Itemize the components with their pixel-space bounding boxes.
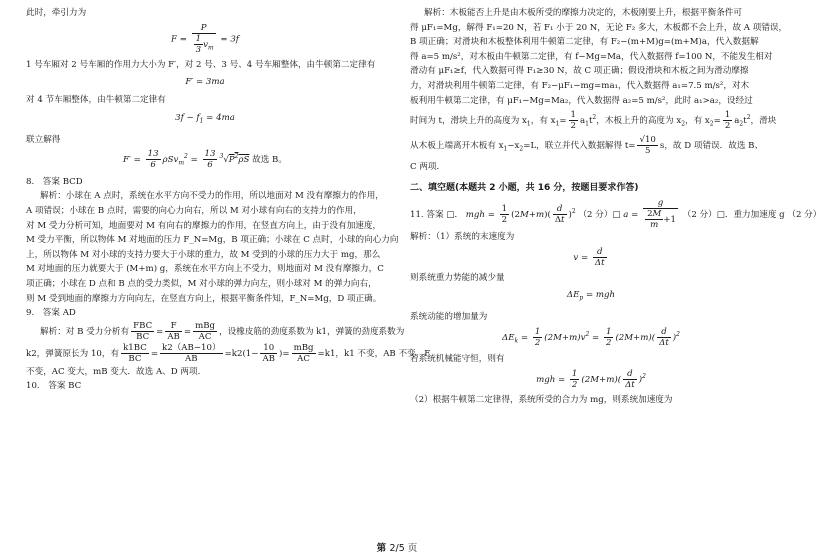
text-line: 1 号车厢对 2 号车厢的作用力大小为 F′，对 2 号、3 号、4 号车厢整体，由牛顿第二定律有 [26, 59, 376, 70]
solution-line: 解析：对 B 受力分析有 $\frac{\text{FBC}}{BC}$ = $\frac{F}{AB}$ = $\frac{\text{mBg}}{AC}$ ，设橡皮筋的劲度系数为 k1，弹簧的劲度系数为 [40, 320, 405, 342]
solution-line: M 对地面的压力就要大于 (M+m) g，系统在水平方向上不受力，则地面对 M 没有摩擦力，C [26, 264, 384, 275]
solution-line: 若系统机械能守恒，则有 [410, 354, 505, 365]
equation-conservation: mgh = $\frac{1}{2}$ (2M+m)( $\frac{d}{\Delta t}$ )$^2$ [536, 368, 646, 390]
answer-10: 10. 答案 BC [26, 381, 82, 392]
page-number: 2/5 [389, 543, 405, 554]
solution-line: 时间为 t，滑块上升的高度为 $x_1$，有 $x_1=$ $\frac{1}{2}$ $a_1t^2$，木板上升的高度为 $x_2$，有 $x_2=$ $\frac{1}{2}$ $a_2t^2$，滑块 [410, 110, 777, 132]
solution-line: M 受力平衡，所以物体 M 对地面的压力 F_N=Mg，B 项正确；小球在 C 点时，小球的向心力向 [26, 235, 399, 246]
solution-line: 得 μF₁=Mg，解得 F₁=20 N，若 F₁ 小于 20 N，无论 F₂ 多大，木板都不会上升，故 A 项错误， [410, 22, 788, 33]
answer-8: 8. 答案 BCD [26, 176, 83, 187]
solution-line: 得 a=5 m/s²，对木板由牛顿第二定律，有 f−Mg=Ma，代入数据得 f=100 N，不能发生相对 [410, 51, 773, 62]
solution-line: 解析：（1）系统的末速度为 [410, 232, 515, 242]
solution-line: 系统动能的增加量为 [410, 311, 488, 322]
solution-line: 不变，AC 变大，mB 变大．故选 A、D 两项． [26, 366, 207, 377]
solution-line: 从木板上端离开木板有 $x_1-x_2=L$，联立并代入数据解得 t= $\frac{√10}{5}$ s，故 D 项错误．故选 B、 [410, 134, 764, 156]
solution-line: 解析：木板能否上升是由木板所受的摩擦力决定的，木板刚要上升，根据平衡条件可 [424, 8, 742, 18]
equation-velocity: v = $\frac{d}{\Delta t}$ [573, 246, 605, 268]
solution-line: 项正确；小球在 D 点和 B 点的受力类似，M 对小球的弹力向左，则小球对 M 的弹力向右， [26, 278, 377, 289]
solution-line: A 项错误；小球在 B 点时，需要的向心力向右，所以 M 对小球有向右的支持力的作用， [26, 206, 362, 216]
solution-line: 则系统重力势能的减少量 [410, 272, 505, 283]
answer-11: 11. 答案 □． mgh = $\frac{1}{2}$ (2M+m)( $\frac{d}{\Delta t}$ )$^2$ （2 分）□ a = g $\frac{2M}{m}$ +1 （2 分）□．重力加速度 g （2 分） [410, 198, 821, 230]
solution-line: B 项正确；对滑块和木板整体利用牛顿第二定律，有 F₂−(m+M)g=(m+M)a，代入数据解 [410, 37, 759, 48]
solution-line: 滑动有 μF₁≥f，代入数据可得 F₁≥30 N，故 C 项正确；假设滑块和木板之间为滑动摩擦 [410, 66, 749, 77]
text-line: 此时，牵引力为 [26, 8, 87, 18]
solution-line: 则 M 受到地面的摩擦力方向向左，在竖直方向上，根据平衡条件知，F_N=Mg，D 项正确。 [26, 293, 382, 304]
equation-result: F′ = $\frac{13}{6}$ ρSv$_m^2$ = $\frac{13}{6}$ $^3√P^2\rho S$ 故选 B。 [123, 149, 287, 171]
right-column [410, 6, 821, 407]
equation-f-prime: F′ = 3ma [185, 77, 225, 88]
equation-kinetic-energy: $\Delta E_k$ = $\frac{1}{2}$ $(2M+m)v^2$ = $\frac{1}{2}$ (2M+m)( $\frac{d}{\Delta t}$ )$^2$ [502, 326, 680, 348]
equation-potential-energy: $\Delta E_p$ = mgh [566, 290, 616, 302]
solution-line: （2）根据牛顿第二定律得，系统所受的合力为 mg，则系统加速度为 [410, 394, 673, 405]
section-heading: 二、填空题(本题共 2 小题，共 16 分，按题目要求作答) [410, 183, 639, 194]
fraction-fbc: $\frac{\text{FBC}}{BC}$ [133, 320, 153, 342]
solution-line: C 两项． [410, 162, 446, 173]
text-line: 对 4 节车厢整体，由牛顿第二定律有 [26, 95, 166, 106]
solution-line: 对 M 受力分析可知，地面要对 M 有向右的摩擦力的作用，在竖直方向上，由于没有加速度， [26, 220, 382, 231]
solution-line: 力，对滑块利用牛顿第二定律，有 F₂−μF₁−mg=ma₁，代入数据得 a₁=7.5 m/s²，对木 [410, 80, 750, 91]
equation-newton: $3f - f_1 = 4ma$ [175, 112, 235, 125]
solution-line: k2，弹簧原长为 10，有 $\frac{k1BC}{BC}$ = $\frac{k2(AB-10)}{AB}$ =k2(1− $\frac{10}{AB}$ )= $\frac{\text{mBg}}{AC}$ =k1，k1 不变，AB 不变，F [26, 342, 431, 364]
equation-traction-force: F = P $\frac{1}{3}$ $v_m$ = 3f [171, 22, 239, 55]
answer-9: 9. 答案 AD [26, 308, 76, 319]
text-line: 联立解得 [26, 134, 61, 145]
solution-line: 板利用牛顿第二定律，有 μF₁−Mg=Ma₂，代入数据得 a₂=5 m/s²，此时 a₁>a₂，设经过 [410, 95, 753, 106]
solution-line: 上，所以物体 M 对小球的支持力要大于小球的重力，故 M 受到的小球的压力大于 mg，那么 [26, 249, 381, 260]
solution-line: 解析：小球在 A 点时，系统在水平方向不受力的作用，所以地面对 M 没有摩擦力的作用， [40, 191, 384, 202]
page-footer [0, 540, 794, 554]
footer-prefix: 第 [376, 543, 390, 554]
footer-suffix: 页 [404, 543, 418, 554]
